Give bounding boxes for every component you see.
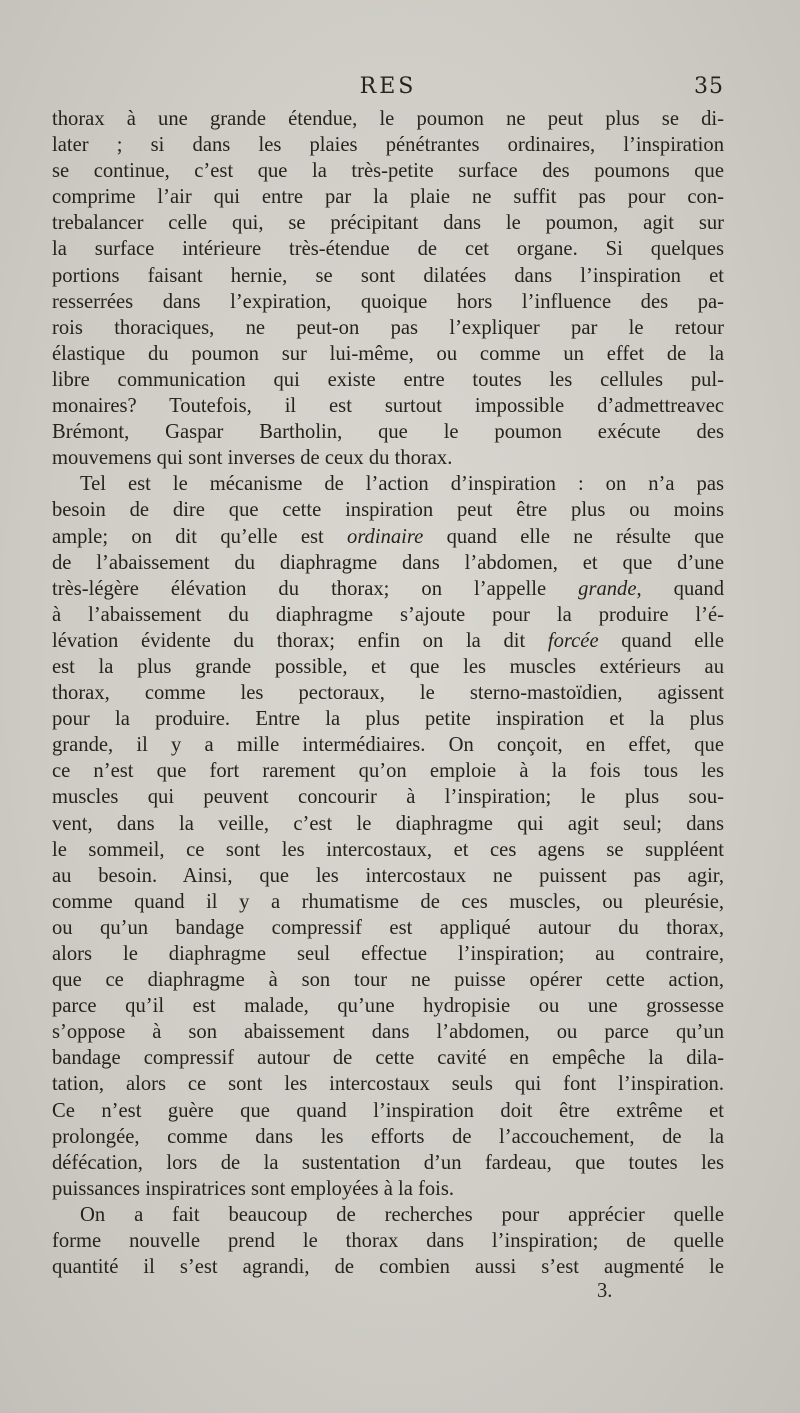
text-segment: Ce n’est guère que quand l’inspiration doit être extrême et bbox=[52, 1099, 724, 1122]
text-line bbox=[52, 289, 724, 315]
text-segment: libre communication qui existe entre toutes les cellules pul- bbox=[52, 368, 724, 391]
text-segment: le sommeil, ce sont les intercostaux, et ces agens se suppléent bbox=[52, 838, 724, 861]
text-line bbox=[52, 993, 724, 1019]
text-segment: de l’abaissement du diaphragme dans l’abdomen, et que d’une bbox=[52, 551, 724, 574]
signature-line bbox=[52, 1280, 724, 1306]
text-line bbox=[52, 471, 724, 497]
text-segment: trebalancer celle qui, se précipitant dans le poumon, agit sur bbox=[52, 212, 724, 235]
text-segment: resserrées dans l’expiration, quoique hors l’influence des pa- bbox=[52, 290, 724, 313]
text-segment: comme quand il y a rhumatisme de ces muscles, ou pleurésie, bbox=[52, 890, 724, 913]
text-line bbox=[52, 889, 724, 915]
signature-mark: 3. bbox=[597, 1280, 613, 1303]
text-segment: portions faisant hernie, se sont dilatées dans l’inspiration et bbox=[52, 264, 724, 287]
text-line bbox=[52, 497, 724, 523]
italic-term: ordinaire bbox=[347, 525, 424, 548]
text-line bbox=[52, 941, 724, 967]
text-line bbox=[52, 1254, 724, 1280]
text-segment: rois thoraciques, ne peut-on pas l’expliquer par le retour bbox=[52, 316, 724, 339]
text-segment: défécation, lors de la sustentation d’un fardeau, que toutes les bbox=[52, 1151, 724, 1174]
text-segment: Brémont, Gaspar Bartholin, que le poumon exécute des bbox=[52, 421, 724, 444]
text-segment: mouvemens qui sont inverses de ceux du thorax. bbox=[52, 447, 453, 470]
text-line bbox=[52, 706, 724, 732]
text-segment: ce n’est que fort rarement qu’on emploie à la fois tous les bbox=[52, 760, 724, 783]
text-segment: puissances inspiratrices sont employées à la fois. bbox=[52, 1177, 455, 1200]
text-segment: s’oppose à son abaissement dans l’abdomen, ou parce qu’un bbox=[52, 1021, 724, 1044]
text-segment: alors le diaphragme seul effectue l’inspiration; au contraire, bbox=[52, 943, 724, 965]
text-segment: se continue, c’est que la très-petite surface des poumons que bbox=[52, 160, 724, 183]
text-segment: bandage compressif autour de cette cavité en empêche la dila- bbox=[52, 1047, 724, 1070]
text-segment: tation, alors ce sont les intercostaux seuls qui font l’inspiration. bbox=[52, 1073, 724, 1096]
running-title: RES bbox=[359, 74, 417, 99]
page-content bbox=[52, 70, 724, 1306]
text-line bbox=[52, 263, 724, 289]
text-line bbox=[52, 236, 724, 262]
text-segment: que ce diaphragme à son tour ne puisse opérer cette action, bbox=[52, 969, 724, 992]
text-segment: thorax à une grande étendue, le poumon ne peut plus se di- bbox=[52, 108, 724, 130]
text-line bbox=[52, 1071, 724, 1097]
text-line bbox=[52, 1176, 724, 1202]
italic-term: grande bbox=[578, 577, 637, 600]
running-head bbox=[52, 70, 724, 106]
text-line bbox=[52, 602, 724, 628]
text-line bbox=[52, 184, 724, 210]
text-line bbox=[52, 732, 724, 758]
text-line bbox=[52, 784, 724, 810]
text-segment: vent, dans la veille, c’est le diaphragme qui agit seul; dans bbox=[52, 812, 724, 835]
text-segment: élastique du poumon sur lui-même, ou comme un effet de la bbox=[52, 342, 724, 365]
text-segment: quand elle ne résulte que bbox=[423, 525, 724, 548]
text-line bbox=[52, 1150, 724, 1176]
body-text bbox=[52, 106, 724, 1280]
text-line bbox=[52, 550, 724, 576]
text-line bbox=[52, 680, 724, 706]
text-line bbox=[52, 367, 724, 393]
text-segment: quand elle bbox=[598, 629, 724, 652]
text-segment: besoin de dire que cette inspiration peut être plus ou moins bbox=[52, 499, 724, 522]
text-line bbox=[52, 967, 724, 993]
text-line bbox=[52, 419, 724, 445]
text-line bbox=[52, 576, 724, 602]
text-line bbox=[52, 1019, 724, 1045]
text-segment: prolongée, comme dans les efforts de l’accouchement, de la bbox=[52, 1125, 724, 1148]
text-segment: On a fait beaucoup de recherches pour apprécier quelle bbox=[80, 1203, 724, 1226]
text-line bbox=[52, 315, 724, 341]
text-segment: est la plus grande possible, et que les muscles extérieurs au bbox=[52, 655, 724, 678]
text-segment: forme nouvelle prend le thorax dans l’inspiration; de quelle bbox=[52, 1230, 724, 1253]
text-segment: muscles qui peuvent concourir à l’inspiration; le plus sou- bbox=[52, 786, 724, 809]
text-segment: parce qu’il est malade, qu’une hydropisie ou une grossesse bbox=[52, 995, 724, 1018]
text-line bbox=[52, 863, 724, 889]
text-line bbox=[52, 1045, 724, 1071]
text-segment: ou qu’un bandage compressif est appliqué autour du thorax, bbox=[52, 916, 724, 939]
text-segment: au besoin. Ainsi, que les intercostaux ne puissent pas agir, bbox=[52, 864, 724, 887]
text-segment: pour la produire. Entre la plus petite inspiration et la plus bbox=[52, 708, 724, 731]
text-segment: , quand bbox=[636, 577, 724, 600]
text-line bbox=[52, 758, 724, 784]
text-line bbox=[52, 1202, 724, 1228]
text-line bbox=[52, 837, 724, 863]
text-line bbox=[52, 1098, 724, 1124]
text-segment: later ; si dans les plaies pénétrantes ordinaires, l’inspiration bbox=[52, 134, 724, 157]
text-line bbox=[52, 1228, 724, 1254]
text-segment: lévation évidente du thorax; enfin on la dit bbox=[52, 629, 548, 652]
text-line bbox=[52, 158, 724, 184]
text-line bbox=[52, 132, 724, 158]
text-segment: ample; on dit qu’elle est bbox=[52, 525, 348, 548]
text-line bbox=[52, 106, 724, 132]
text-line bbox=[52, 654, 724, 680]
text-segment: monaires? Toutefois, il est surtout impossible d’admettreavec bbox=[52, 395, 724, 418]
text-segment: quantité il s’est agrandi, de combien aussi s’est augmenté le bbox=[52, 1256, 724, 1279]
text-segment: Tel est le mécanisme de l’action d’inspiration : on n’a pas bbox=[80, 473, 724, 496]
italic-term: forcée bbox=[547, 629, 599, 652]
page-number: 35 bbox=[694, 74, 724, 99]
text-line bbox=[52, 524, 724, 550]
text-line bbox=[52, 445, 724, 471]
text-segment: comprime l’air qui entre par la plaie ne suffit pas pour con- bbox=[52, 186, 724, 209]
text-segment: grande, il y a mille intermédiaires. On conçoit, en effet, que bbox=[52, 734, 724, 757]
text-segment: à l’abaissement du diaphragme s’ajoute pour la produire l’é- bbox=[52, 603, 724, 626]
text-segment: la surface intérieure très-étendue de cet organe. Si quelques bbox=[52, 238, 724, 261]
text-segment: très-légère élévation du thorax; on l’appelle bbox=[52, 577, 579, 600]
text-line bbox=[52, 628, 724, 654]
text-line bbox=[52, 210, 724, 236]
text-segment: thorax, comme les pectoraux, le sterno-mastoïdien, agissent bbox=[52, 682, 724, 705]
text-line bbox=[52, 1124, 724, 1150]
text-line bbox=[52, 341, 724, 367]
text-line bbox=[52, 393, 724, 419]
text-line bbox=[52, 915, 724, 941]
text-line bbox=[52, 811, 724, 837]
